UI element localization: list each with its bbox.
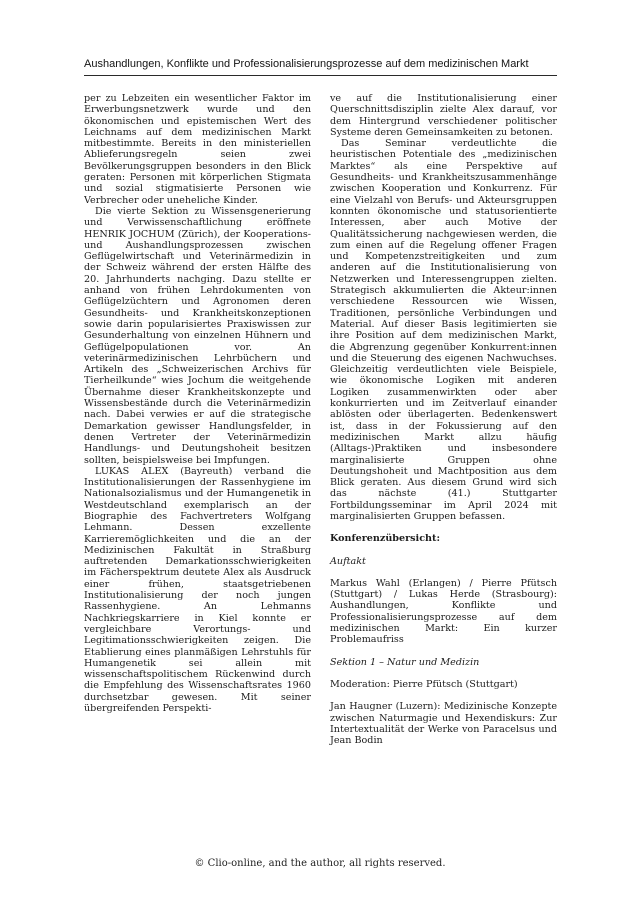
right-column [330,93,557,823]
paragraph: Das Seminar verdeutlichte die heuristischen Potentiale des „medizinischen Marktes“ als eine Perspektive auf Gesundheits- und Krankheitszusammenhänge zwischen Kooperation und Konkurrenz. Für eine Vielzahl von Berufs- und Akteursgruppen konnten ökonomische und statusorientierte Interessen, aber auch Motive der Qualitätssicherung nachgewiesen werden, die zum einen auf die Regelung offener Fragen und Kompetenzstreitigkeiten und zum anderen auf die Institutionalisierung von Netzwerken und Interessengruppen zielten. Strategisch akkumulierten die Akteur:innen verschiedene Ressourcen wie Wissen, Traditionen, persönliche Verbindungen und Material. Auf dieser Basis legitimierten sie ihre Position auf dem medizinischen Markt, die Abgrenzung gegenüber Konkurrent:innen und die Steuerung des eigenen Nachwuchses. Gleichzeitig verdeutlichten viele Beispiele, wie ökonomische Logiken mit anderen Logiken zusammenwirkten oder aber konkurrierten und im Zeitverlauf einander ablösten oder überlagerten. Bedenkenswert ist, dass in der Fokussierung auf den medizinischen Markt allzu häufig (Alltags-)Praktiken und insbesondere marginalisierte Gruppen ohne Deutungshoheit und Machtposition aus dem Blick geraten. Aus diesem Grund wird sich das nächste (41.) Stuttgarter Fortbildungsseminar im April 2024 mit marginalisierten Gruppen befassen. [330,138,557,522]
text-block [84,58,557,823]
paragraph: Die vierte Sektion zu Wissensgenerierung und Verwissenschaftlichung eröffnete HENRIK JOCHUM (Zürich), der Kooperations- und Aushandlungsprozessen zwischen Geflügelwirtschaft und Veterinärmedizin in der Schweiz während der ersten Hälfte des 20. Jahrhunderts nachging. Dazu stellte er anhand von frühen Lehrdokumenten von Geflügelzüchtern und Agronomen deren Gesundheits- und Krankheitskonzeptionen sowie darin popularisiertes Praxiswissen zur Gesunderhaltung von einzelnen Hühnern und Geflügelpopulationen vor. An veterinärmedizinischen Lehrbüchern und Artikeln des „Schweizerischen Archivs für Tierheilkunde“ wies Jochum die weitgehende Übernahme dieser Krankheitskonzepte und Wissensbestände durch die Veterinärmedizin nach. Dabei verwies er auf die strategische Demarkation gewisser Handlungsfelder, in denen Vertreter der Veterinärmedizin Handlungs- und Deutungshoheit besitzen sollten, beispielsweise bei Impfungen. [84,205,311,466]
paragraph: Auftakt [330,555,366,567]
paragraph: Markus Wahl (Erlangen) / Pierre Pfütsch (Stuttgart) / Lukas Herde (Strasbourg): Aushandlungen, Konflikte und Professionalisierungsprozesse auf dem medizinischen Markt: Ein kurzer Problemaufriss [330,577,557,646]
left-column [84,93,311,823]
running-head-title: Aushandlungen, Konflikte und Professionalisierungsprozesse auf dem medizinischen Markt [84,58,529,70]
page-footer [0,858,640,869]
paragraph: Jan Haugner (Luzern): Medizinische Konzepte zwischen Naturmagie und Hexendiskurs: Zur Intertextualität der Werke von Paracelsus und Jean Bodin [330,701,557,747]
paragraph: LUKAS ALEX (Bayreuth) verband die Institutionalisierungen der Rassenhygiene im Nationalsozialismus und der Humangenetik in Westdeutschland exemplarisch an der Biographie des Fachvertreters Wolfgang Lehmann. Dessen exzellente Karrieremöglichkeiten und die an der Medizinischen Fakultät in Straßburg auftretenden Demarkationsschwierigkeiten im Fächerspektrum deutete Alex als Ausdruck einer frühen, staatsgetriebenen Institutionalisierung der noch jungen Rassenhygiene. An Lehmanns Nachkriegskarriere in Kiel konnte er vergleichbare Verortungs- und Legitimationsschwierigkeiten zeigen. Die Etablierung eines planmäßigen Lehrstuhls für Humangenetik sei allein mit wissenschaftspolitischem Rückenwind durch die Empfehlung des Wissenschaftsrates 1960 durchsetzbar gewesen. Mit seiner übergreifenden Perspekti- [84,465,311,715]
paragraph: Sektion 1 – Natur und Medizin [330,656,480,668]
paragraph: Moderation: Pierre Pfütsch (Stuttgart) [330,678,518,690]
page-header [84,58,557,76]
copyright-notice: © Clio-online, and the author, all rights reserved. [194,858,446,869]
paragraph: per zu Lebzeiten ein wesentlicher Faktor im Erwerbungsnetzwerk wurde und den ökonomischen und epistemischen Wert des Leichnams auf dem medizinischen Markt mitbestimmte. Bereits in den ministeriellen Ablieferungsregeln seien zwei Bevölkerungsgruppen besonders in den Blick geraten: Personen mit körperlichen Stigmata und sozial stigmatisierte Personen wie Verbrecher oder uneheliche Kinder. [84,93,311,206]
two-column-body [84,93,557,823]
paragraph: ve auf die Institutionalisierung einer Querschnittsdisziplin zielte Alex darauf, vor dem Hintergrund verschiedener politischer Systeme deren Gemeinsamkeiten zu betonen. [330,93,557,138]
paragraph: Konferenzübersicht: [330,533,440,545]
